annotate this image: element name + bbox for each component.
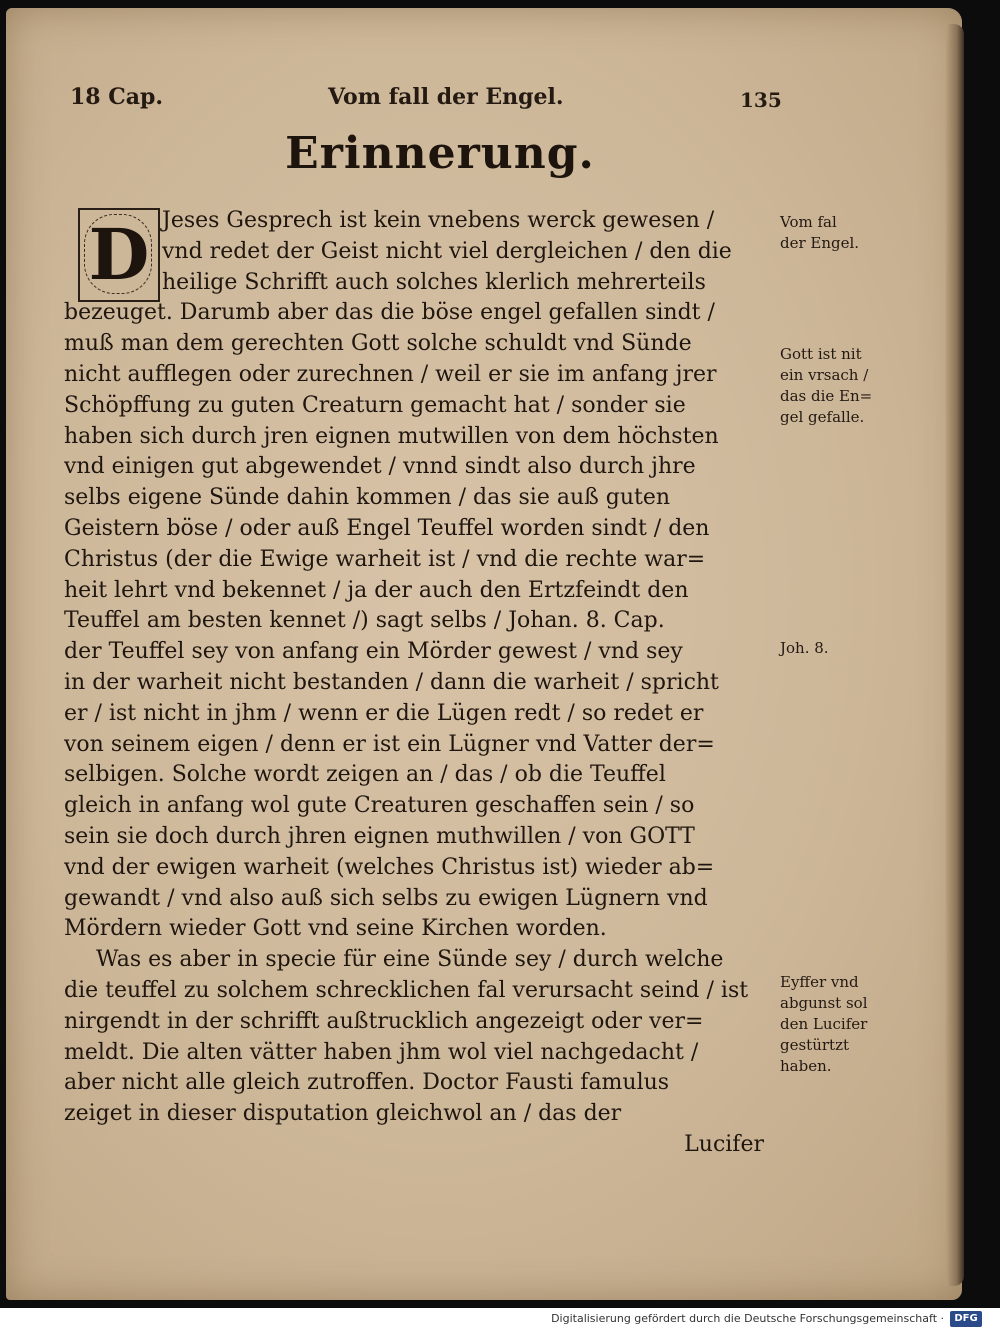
margin-note-line: gel gefalle. <box>780 408 865 426</box>
text-line: Was es aber in specie für eine Sünde sey / durch welche <box>96 947 724 973</box>
text-line: nicht aufflegen oder zurechnen / weil er sie im anfang jrer <box>64 361 717 387</box>
running-title: Vom fall der Engel. <box>328 84 564 110</box>
text-line: vnd einigen gut abgewendet / vnnd sindt also durch jhre <box>64 454 696 480</box>
text-line: heit lehrt vnd bekennet / ja der auch den Ertzfeindt den <box>64 577 689 603</box>
margin-note <box>780 638 900 659</box>
margin-note <box>780 972 900 1077</box>
text-line: die teuffel zu solchem schrecklichen fal verursacht seind / ist <box>64 977 749 1003</box>
text-line: vnd der ewigen warheit (welches Christus ist) wieder ab= <box>64 854 715 880</box>
page-number: 135 <box>740 88 782 112</box>
page-edge <box>946 24 964 1286</box>
margin-note-line: Joh. 8. <box>780 639 829 657</box>
chapter-label: 18 Cap. <box>70 84 164 110</box>
dfg-logo: DFG <box>950 1311 982 1327</box>
text-line: aber nicht alle gleich zutroffen. Doctor Fausti famulus <box>64 1070 670 1096</box>
margin-note-line: Vom fal <box>780 213 837 231</box>
margin-note-line: Eyffer vnd <box>780 973 859 991</box>
text-line: nirgendt in der schrifft außtrucklich angezeigt oder ver= <box>64 1008 704 1034</box>
text-line: Geistern böse / oder auß Engel Teuffel worden sindt / den <box>64 515 710 541</box>
text-line: selbs eigene Sünde dahin kommen / das sie auß guten <box>64 485 671 511</box>
text-line: Jeses Gesprech ist kein vnebens werck gewesen / <box>162 208 715 233</box>
text-line: Schöpffung zu guten Creaturn gemacht hat / sonder sie <box>64 392 686 418</box>
margin-note <box>780 344 900 428</box>
text-line: zeiget in dieser disputation gleichwol an / das der <box>64 1101 622 1127</box>
margin-note-line: abgunst sol <box>780 994 868 1012</box>
text-line: meldt. Die alten vätter haben jhm wol viel nachgedacht / <box>64 1039 699 1065</box>
text-line: Lucifer <box>684 1131 764 1157</box>
margin-note-line: gestürtzt <box>780 1036 849 1054</box>
text-line: Mördern wieder Gott vnd seine Kirchen worden. <box>64 916 607 942</box>
footer <box>0 1308 1000 1332</box>
running-head <box>70 80 790 120</box>
drop-cap-letter: D <box>88 213 150 296</box>
text-line: sein sie doch durch jhren eignen muthwillen / von GOTT <box>64 823 695 849</box>
margin-note-line: der Engel. <box>780 234 860 252</box>
body-text <box>64 206 774 1161</box>
text-line: der Teuffel sey von anfang ein Mörder gewest / vnd sey <box>64 639 683 665</box>
margin-note <box>780 212 900 254</box>
text-line: selbigen. Solche wordt zeigen an / das / ob die Teuffel <box>64 762 666 788</box>
text-line: haben sich durch jren eignen mutwillen von dem höchsten <box>64 423 719 449</box>
margin-note-line: das die En= <box>780 387 873 405</box>
text-line: bezeuget. Darumb aber das die böse engel gefallen sindt / <box>64 300 715 326</box>
margin-note-line: den Lucifer <box>780 1015 868 1033</box>
text-line: in der warheit nicht bestanden / dann die warheit / spricht <box>64 669 719 695</box>
text-line: Teuffel am besten kennet /) sagt selbs / Johan. 8. Cap. <box>64 608 665 634</box>
text-line: gleich in anfang wol gute Creaturen geschaffen sein / so <box>64 793 695 819</box>
text-line: von seinem eigen / denn er ist ein Lügner vnd Vatter der= <box>64 731 715 757</box>
funding-credit: Digitalisierung gefördert durch die Deutsche Forschungsgemeinschaft · <box>551 1312 944 1325</box>
text-line: vnd redet der Geist nicht viel dergleichen / den die <box>162 238 732 264</box>
text-line: muß man dem gerechten Gott solche schuldt vnd Sünde <box>64 331 692 357</box>
text-line: er / ist nicht in jhm / wenn er die Lügen redt / so redet er <box>64 700 704 726</box>
text-line: Christus (der die Ewige warheit ist / vnd die rechte war= <box>64 546 706 572</box>
section-title: Erinnerung. <box>285 128 595 179</box>
margin-note-line: haben. <box>780 1057 832 1075</box>
margin-note-line: Gott ist nit <box>780 345 862 363</box>
text-line: gewandt / vnd also auß sich selbs zu ewigen Lügnern vnd <box>64 885 708 911</box>
margin-note-line: ein vrsach / <box>780 366 869 384</box>
text-line: heilige Schrifft auch solches klerlich mehrerteils <box>162 269 706 295</box>
